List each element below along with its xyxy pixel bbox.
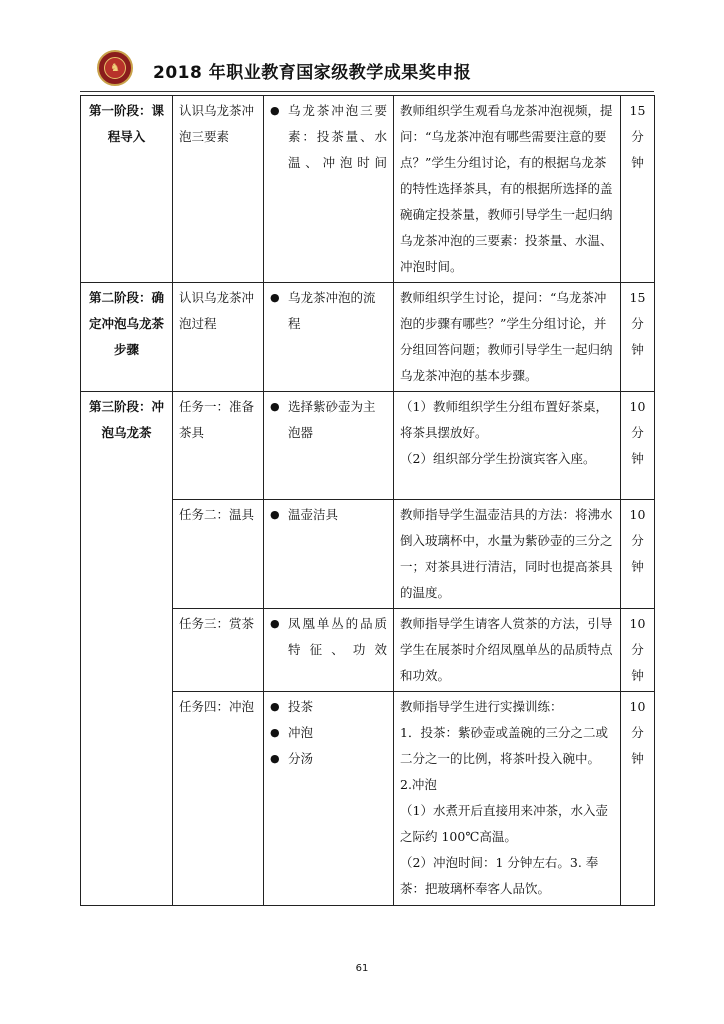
bullet-text: 投茶 xyxy=(288,699,314,714)
bullet-point xyxy=(270,394,387,446)
time-cell: 10 分钟 xyxy=(621,609,655,692)
task-cell: 任务三：赏茶 xyxy=(173,609,264,692)
time-cell: 10 分钟 xyxy=(621,500,655,609)
task-cell: 任务二：温具 xyxy=(173,500,264,609)
time-cell: 10 分钟 xyxy=(621,392,655,500)
bullet-icon: ● xyxy=(270,700,280,713)
bullet-point xyxy=(270,694,387,720)
stage-cell: 第一阶段：课程导入 xyxy=(81,96,173,283)
teaching-plan-table xyxy=(80,95,655,906)
page-number: 61 xyxy=(355,963,369,974)
bullet-point xyxy=(270,98,387,176)
activity-cell xyxy=(394,609,621,692)
table-row xyxy=(81,283,655,392)
activity-paragraph: 教师指导学生进行实操训练： xyxy=(400,699,563,714)
task-cell: 任务四：冲泡 xyxy=(173,692,264,906)
activity-paragraph: （2）冲泡时间：1 分钟左右。3. 奉茶：把玻璃杯奉客人品饮。 xyxy=(400,855,599,896)
points-cell xyxy=(264,692,394,906)
bullet-icon: ● xyxy=(270,400,280,413)
bullet-text: 选择紫砂壶为主泡器 xyxy=(288,399,376,440)
page-header xyxy=(97,50,657,90)
points-cell xyxy=(264,609,394,692)
activity-paragraph: 2.冲泡 xyxy=(400,777,437,792)
points-cell xyxy=(264,500,394,609)
points-cell xyxy=(264,96,394,283)
bullet-icon: ● xyxy=(270,617,280,630)
activity-cell xyxy=(394,283,621,392)
bullet-point xyxy=(270,720,387,746)
bullet-point xyxy=(270,502,387,528)
bullet-icon: ● xyxy=(270,104,280,117)
document-title: 2018 年职业教育国家级教学成果奖申报 xyxy=(153,63,472,83)
bullet-icon: ● xyxy=(270,291,280,304)
activity-cell xyxy=(394,392,621,500)
table-row xyxy=(81,96,655,283)
bullet-text: 冲泡 xyxy=(288,725,314,740)
time-cell: 15 分钟 xyxy=(621,96,655,283)
task-cell: 任务一：准备茶具 xyxy=(173,392,264,500)
bullet-point xyxy=(270,746,387,772)
activity-paragraph: 教师组织学生讨论，提问：“乌龙茶冲泡的步骤有哪些？”学生分组讨论，并分组回答问题；教师引导学生一起归纳乌龙茶冲泡的基本步骤。 xyxy=(400,290,613,383)
bullet-text: 凤凰单丛的品质特征、功效 xyxy=(288,616,387,657)
bullet-icon: ● xyxy=(270,726,280,739)
header-divider xyxy=(80,91,654,92)
task-cell: 认识乌龙茶冲泡过程 xyxy=(173,283,264,392)
points-cell xyxy=(264,283,394,392)
bullet-text: 乌龙茶冲泡三要素：投茶量、水温、冲泡时间 xyxy=(288,103,387,170)
activity-paragraph: （1）教师组织学生分组布置好茶桌，将茶具摆放好。 xyxy=(400,399,608,440)
activity-paragraph: 教师组织学生观看乌龙茶冲泡视频，提问：“乌龙茶冲泡有哪些需要注意的要点？”学生分组讨论，有的根据乌龙茶的特性选择茶具，有的根据所选择的盖碗确定投茶量，教师引导学生一起归纳乌龙茶冲泡的三要素：投茶量、水温、冲泡时间。 xyxy=(400,103,613,274)
bullet-text: 分汤 xyxy=(288,751,314,766)
stage-cell: 第二阶段：确定冲泡乌龙茶步骤 xyxy=(81,283,173,392)
activity-paragraph: 1．投茶：紫砂壶或盖碗的三分之二或二分之一的比例，将茶叶投入碗中。 xyxy=(400,725,608,766)
activity-paragraph: 教师指导学生温壶洁具的方法：将沸水倒入玻璃杯中，水量为紫砂壶的三分之一；对茶具进行清洁，同时也提高茶具的温度。 xyxy=(400,507,613,600)
activity-cell xyxy=(394,692,621,906)
stage-cell: 第三阶段：冲泡乌龙茶 xyxy=(81,392,173,906)
school-emblem-icon: ♞ xyxy=(97,50,133,86)
bullet-icon: ● xyxy=(270,752,280,765)
bullet-point xyxy=(270,611,387,663)
activity-cell xyxy=(394,500,621,609)
task-cell: 认识乌龙茶冲泡三要素 xyxy=(173,96,264,283)
table-row xyxy=(81,392,655,500)
bullet-text: 乌龙茶冲泡的流程 xyxy=(288,290,376,331)
activity-cell xyxy=(394,96,621,283)
activity-paragraph: 教师指导学生请客人赏茶的方法，引导学生在展茶时介绍凤凰单丛的品质特点和功效。 xyxy=(400,616,613,683)
activity-paragraph: （1）水煮开后直接用来冲茶，水入壶之际约 100℃高温。 xyxy=(400,803,608,844)
bullet-text: 温壶洁具 xyxy=(288,507,339,522)
bullet-icon: ● xyxy=(270,508,280,521)
bullet-point xyxy=(270,285,387,337)
time-cell: 10 分钟 xyxy=(621,692,655,906)
time-cell: 15 分钟 xyxy=(621,283,655,392)
activity-paragraph: （2）组织部分学生扮演宾客入座。 xyxy=(400,451,596,466)
points-cell xyxy=(264,392,394,500)
